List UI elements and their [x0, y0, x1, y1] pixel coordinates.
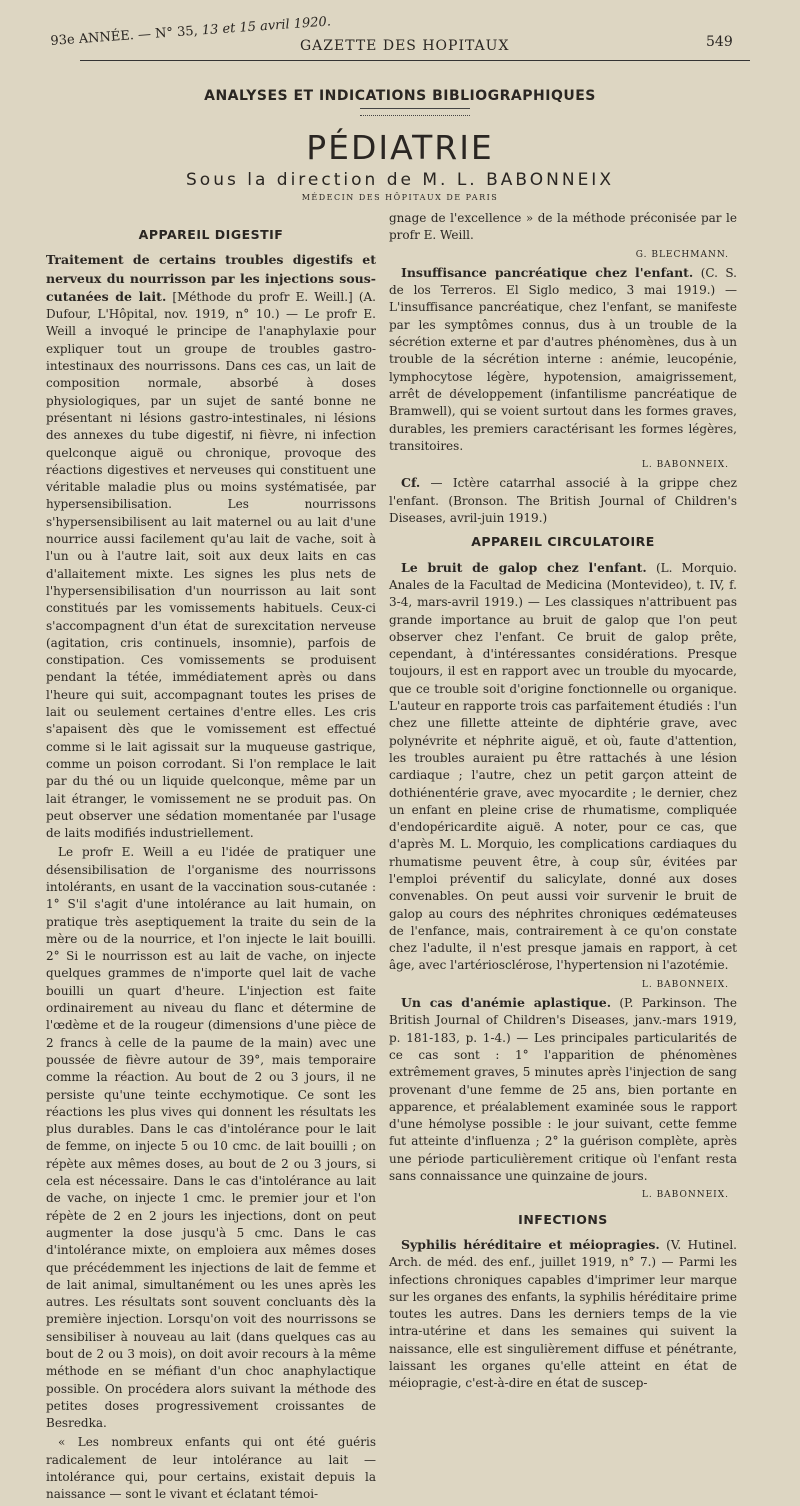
article-paragraph [389, 264, 737, 455]
subtitle: Sous la direction de M. L. BABONNEIX [186, 170, 614, 190]
right-column [389, 210, 737, 1395]
signature: L. BABONNEIX. [641, 979, 729, 990]
article-reference: [Méthode du profr E. Weill.] (A. Dufour, L'Hôpital, nov. 1919, n° 10.) [46, 289, 376, 322]
signature: L. BABONNEIX. [641, 460, 729, 471]
signature-row [389, 457, 737, 474]
main-title: PÉDIATRIE [306, 128, 494, 167]
page-number: 549 [706, 34, 733, 50]
article-paragraph [389, 474, 737, 527]
article-paragraph: Le profr E. Weill a eu l'idée de pratiquer une désensibilisation de l'organisme des nourrissons intolérants, en usant de la vaccination sous-cutanée : 1° S'il s'agit d'une intolérance au lait humain, on pratique très aseptiquement la traite du sein de la mère ou de la nourrice, et l'on injecte le lait bouilli. 2° Si le nourrisson est au lait de vache, on injecte quelques grammes de n'importe quel lait de vache bouilli un quart d'heure. L'injection est faite ordinairement au niveau du flanc et détermine de l'œdème et de la rougeur (dimensions d'une pièce de 2 francs à celle de la paume de la main) avec une poussée de fièvre autour de 39°, mais temporaire comme la réaction. Au bout de 2 ou 3 jours, il ne persiste qu'une teinte ecchymotique. Ce sont les réactions les plus vives qui donnent les résultats les plus durables. Dans le cas d'intolérance pour le lait de femme, on injecte 5 ou 10 cmc. de lait bouilli ; on répète aux mêmes doses, au bout de 2 ou 3 jours, si cela est nécessaire. Dans le cas d'intolérance au lait de vache, on injecte 1 cmc. le premier jour et l'on répète de 2 en 2 jours les injections, dont on peut augmenter la dose jusqu'à 5 cmc. Dans le cas d'intolérance mixte, on emploiera aux mêmes doses que précédemment les injections de lait de femme et de lait animal, simultanément ou les unes après les autres. Les résultats sont souvent concluants dès la première injection. Lorsqu'on voit des nourrissons se sensibiliser à nouveau au lait (dans quelques cas au bout de 2 ou 3 mois), on doit avoir recours à la même méthode en se méfiant d'un choc anaphylactique possible. On procédera alors suivant la méthode des petites doses progressivement croissantes de Besredka. [46, 845, 376, 1431]
section-title: ANALYSES ET INDICATIONS BIBLIOGRAPHIQUES [204, 88, 596, 104]
article-continuation: gnage de l'excellence » de la méthode préconisée par le profr E. Weill. [389, 211, 737, 243]
article-text: (V. Hutinel. Arch. de méd. des enf., juillet 1919, n° 7.) — Parmi les infections chroniques capables d'imprimer leur marque sur les organes des enfants, la syphilis héréditaire prime toutes les autres. Dans les derniers temps de la vie intra-utérine et dans les semaines qui suivent la naissance, elle est singulièrement diffuse et pénétrante, laissant les organes qu'elle atteint en état de méiopragie, c'est-à-dire en état de suscep- [389, 1237, 737, 1391]
article-paragraph [46, 251, 376, 842]
header-rule [80, 60, 750, 61]
article-title: Syphilis héréditaire et méiopragies. [401, 1236, 660, 1252]
signature-row [389, 1187, 737, 1204]
article-text: (L. Morquio. Anales de la Facultad de Medicina (Montevideo), t. IV, f. 3-4, mars-avril 1919.) — Les classiques n'attribuent pas grande importance au bruit de galop que l'on peut observer chez l'enfant. Ce bruit de galop prête, cependant, à d'intéressantes considérations. Presque toujours, il est en rapport avec un trouble du myocarde, que ce trouble soit d'origine fonctionnelle ou organique. L'auteur en rapporte trois cas parfaitement étudiés : l'un chez une fillette atteinte de diphtérie grave, avec polynévrite et néphrite aiguë, et où, faute d'attention, les troubles auraient pu être rattachés à une lésion cardiaque ; l'autre, chez un petit garçon atteint de dothiénentérie grave, avec myocardite ; le dernier, chez un enfant en pleine crise de rhumatisme, compliquée d'endopéricardite aiguë. A noter, pour ce cas, que d'après M. L. Morquio, les complications cardiaques du rhumatisme peuvent être, à coup sûr, évitées par l'emploi préventif du salicylate, donné aux doses convenables. On peut aussi voir survenir le bruit de galop au cours des néphrites chroniques œdémateuses de l'enfance, mais, contrairement à ce qu'on constate chez l'adulte, il n'est presque jamais en rapport, à cet âge, avec l'artériosclérose, l'hypertension ni l'azotémie. [389, 560, 737, 973]
journal-name: GAZETTE DES HOPITAUX [300, 38, 510, 54]
article-paragraph [389, 559, 737, 975]
signature: L. BABONNEIX. [641, 1190, 729, 1201]
article-title: Cf. [401, 475, 421, 491]
heading-appareil-circulatoire: APPAREIL CIRCULATOIRE [471, 534, 655, 550]
article-text: — Le profr E. Weill a invoqué le principe de l'anaphylaxie pour expliquer tout un groupe de troubles gastro-intestinaux des nourrissons. Dans ces cas, un lait de composition normale, absorbé à doses physiologiques, par un sujet de santé bonne ne présentant ni lésions gastro-intestinales, ni lésions des annexes du tube digestif, ni fièvre, ni infection quelconque aiguë ou chronique, provoque des réactions digestives et nerveuses qui constituent une véritable maladie plus ou moins systématisée, par hypersensibilisation. Les nourrissons s'hypersensibilisent au lait maternel ou au lait d'une nourrice aussi facilement qu'au lait de vache, soit à l'un ou à l'autre lait, soit aux deux laits en cas d'allaitement mixte. Les signes les plus nets de l'hypersensibilisation d'un nourrisson au lait sont constitués par les vomissements habituels. Ceux-ci s'accompagnent d'un état de surexcitation nerveuse (agitation, cris continuels, insomnie), parfois de constipation. Ces vomissements se produisent pendant la tétée, immédiatement après ou dans l'heure qui suit, accompagnant toutes les prises de lait ou seulement certaines d'entre elles. Les cris s'apaisent dès que le vomissement est effectué comme si le lait agissait sur la muqueuse gastrique, comme un poison corrodant. Si l'on remplace le lait par du thé ou un liquide quelconque, même par un lait étranger, le vomissement ne se produit pas. On peut observer une sédation momentanée par l'usage de laits modifiés industriellement. [46, 307, 376, 841]
article-title: Traitement de certains troubles digestifs et nerveux du nourrisson par les injections sous-cutanées de lait. [46, 252, 376, 304]
heading-appareil-digestif: APPAREIL DIGESTIF [138, 227, 284, 242]
article-title: Insuffisance pancréatique chez l'enfant. [401, 264, 694, 280]
signature-row [389, 247, 737, 264]
issue-info [50, 14, 331, 49]
article-text: (C. S. de los Terreros. El Siglo medico, 3 mai 1919.) — L'insuffisance pancréatique, chez l'enfant, se manifeste par les symptômes connus, dus à un trouble de la sécrétion externe et par d'autres phénomènes, dus à un trouble de la sécrétion interne : anémie, leucopénie, lymphocytose légère, hypotension, amaigrissement, arrêt de développement (infantilisme pancréatique de Bramwell), qui se voient surtout dans les formes graves, durables, les premiers caractérisant les formes légères, transitoires. [389, 265, 737, 453]
article-paragraph [389, 1236, 737, 1393]
article-paragraph [389, 994, 737, 1185]
signature: G. BLECHMANN. [635, 249, 729, 260]
issue-prefix: 93e ANNÉE. — N° 35, [50, 23, 199, 49]
article-paragraph: « Les nombreux enfants qui ont été guéris radicalement de leur intolérance au lait — intolérance qui, pour certains, existait depuis la naissance — sont le vivant et éclatant témoi- [46, 1435, 376, 1502]
article-title: Le bruit de galop chez l'enfant. [401, 559, 647, 575]
heading-infections: INFECTIONS [518, 1211, 608, 1227]
subsubtitle: MÉDECIN DES HÔPITAUX DE PARIS [301, 193, 499, 202]
article-title: Un cas d'anémie aplastique. [401, 995, 612, 1011]
signature-row [389, 977, 737, 994]
ornament-divider [360, 108, 470, 116]
left-column [46, 220, 376, 1506]
article-text: (P. Parkinson. The British Journal of Children's Diseases, janv.-mars 1919, p. 181-183, p. 1-4.) — Les principales particularités de ce cas sont : 1° l'apparition de phénomènes extrêmement graves, 5 minutes après l'injection de sang provenant d'une femme de 25 ans, bien portante en apparence, et préalablement examinée sous le rapport d'une hémolyse possible : le jour suivant, cette femme fut atteinte d'influenza ; 2° la guérison complète, après une période particulièrement critique où l'enfant resta sans connaissance une quinzaine de jours. [389, 996, 737, 1184]
issue-dates: 13 et 15 avril 1920. [201, 14, 332, 39]
article-text: — Ictère catarrhal associé à la grippe chez l'enfant. (Bronson. The British Journal of Children's Diseases, avril-juin 1919.) [389, 476, 737, 526]
